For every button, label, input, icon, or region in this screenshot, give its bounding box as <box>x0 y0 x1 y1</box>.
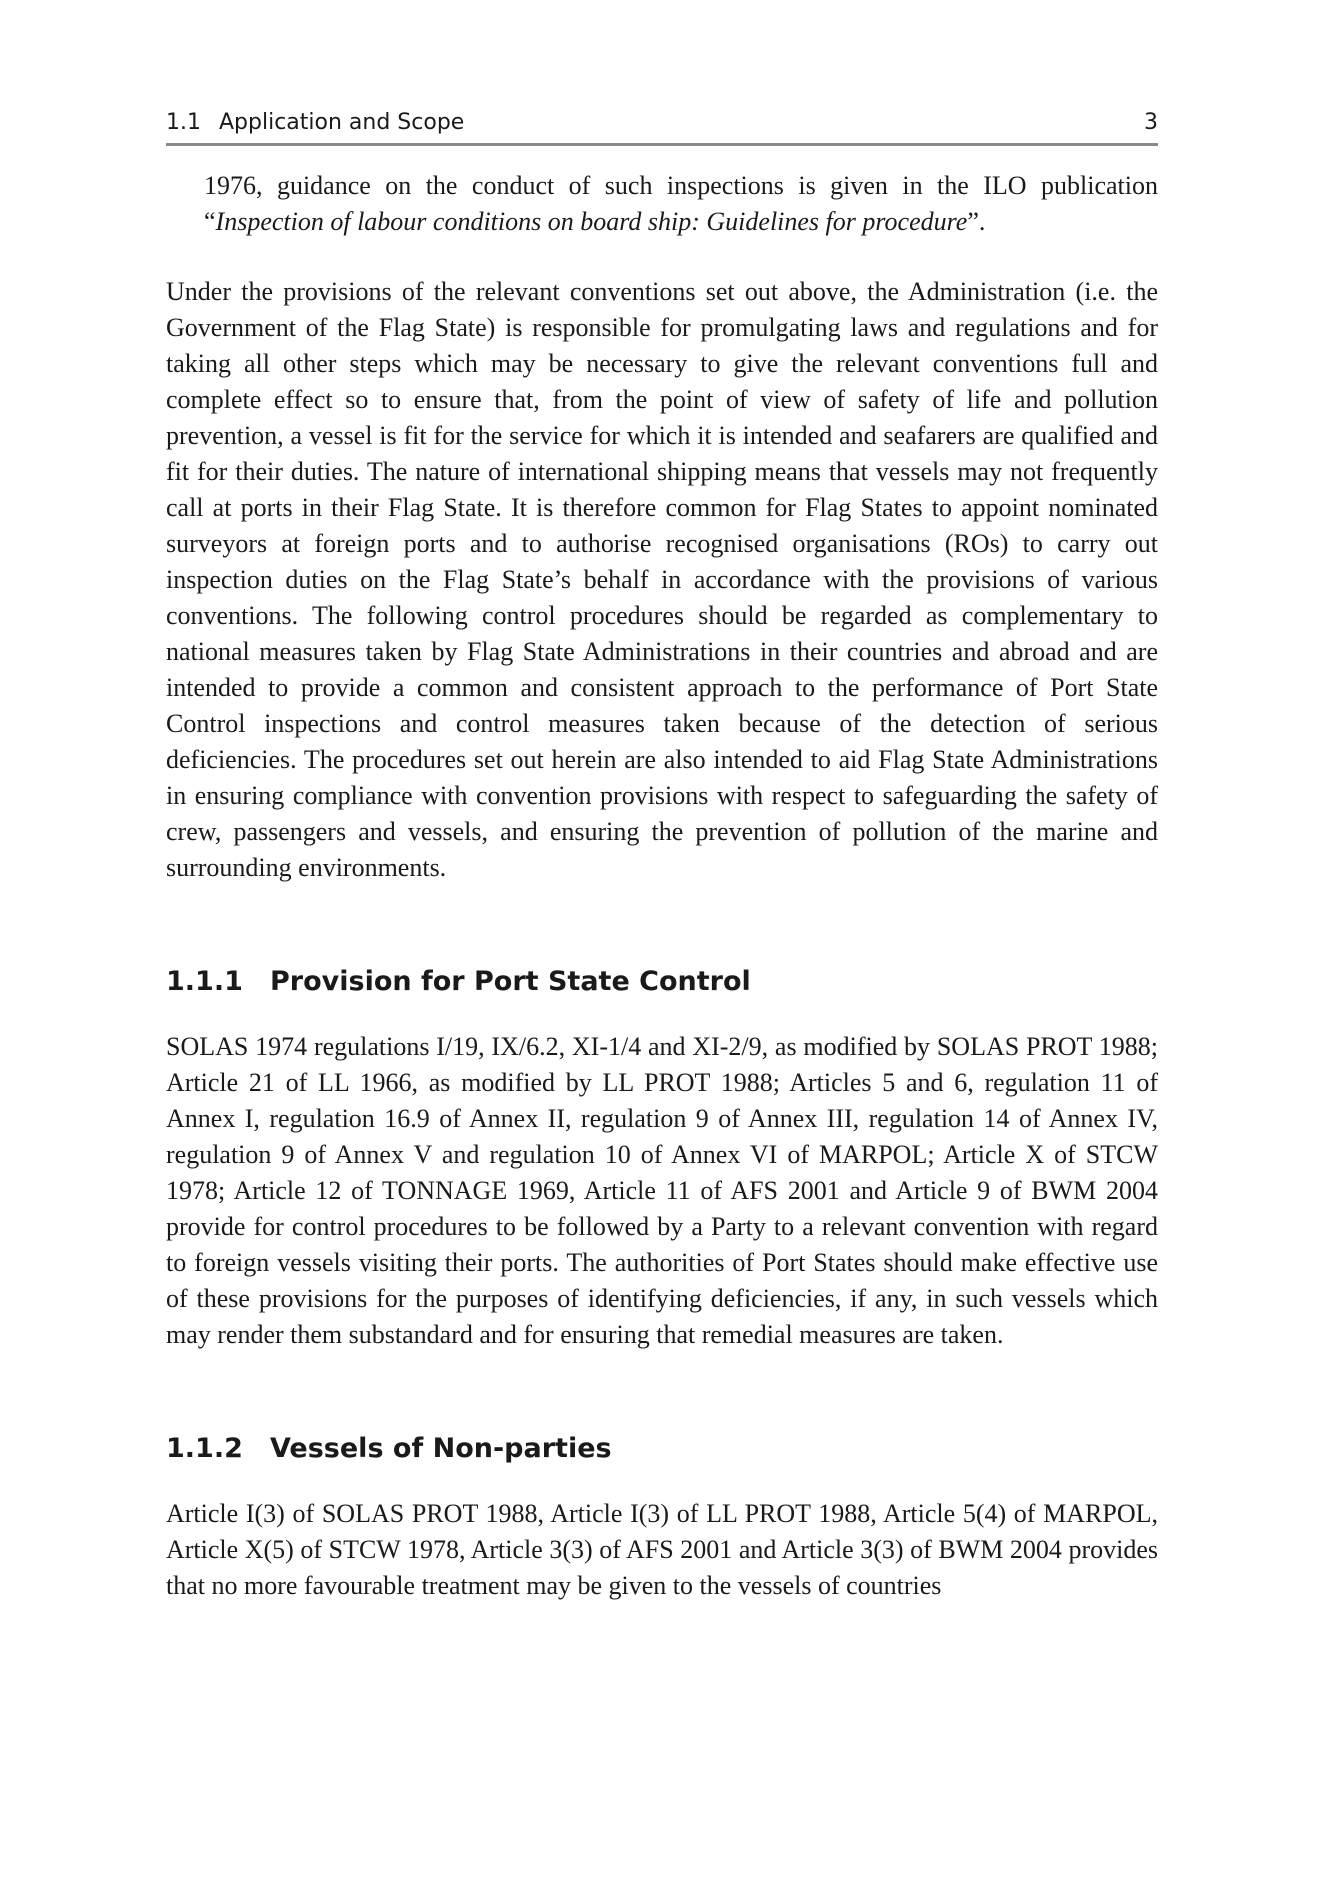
page-number: 3 <box>1144 110 1158 135</box>
section-number: 1.1.2 <box>166 1433 243 1464</box>
continuation-paragraph <box>204 168 1158 240</box>
header-section-title: Application and Scope <box>219 110 465 135</box>
open-quote: “ <box>204 207 216 236</box>
non-parties-paragraph: Article I(3) of SOLAS PROT 1988, Article I(3) of LL PROT 1988, Article 5(4) of MARPOL, Article X(5) of STCW 1978, Article 3(3) of AFS 2001 and Article 3(3) of BWM 2004 provides that no more favourable treatment may be given to the vessels of countries <box>166 1499 1158 1600</box>
provision-paragraph: SOLAS 1974 regulations I/19, IX/6.2, XI-1/4 and XI-2/9, as modified by SOLAS PROT 1988; Article 21 of LL 1966, as modified by LL PROT 1988; Articles 5 and 6, regulation 11 of Annex I, regulation 16.9 of Annex II, regulation 9 of Annex III, regulation 14 of Annex IV, regulation 9 of Annex V and regulation 10 of Annex VI of MARPOL; Article X of STCW 1978; Article 12 of TONNAGE 1969, Article 11 of AFS 2001 and Article 9 of BWM 2004 provide for control procedures to be followed by a Party to a relevant convention with regard to foreign vessels visiting their ports. The authorities of Port States should make effective use of these provisions for the purposes of identifying deficiencies, if any, in such vessels which may render them substandard and for ensuring that remedial measures are taken. <box>166 1032 1158 1349</box>
section-title: Vessels of Non-parties <box>270 1433 612 1464</box>
section-number: 1.1.1 <box>166 966 243 997</box>
close-quote: ”. <box>967 207 986 236</box>
document-page <box>166 110 1158 1604</box>
section-heading-provision <box>166 966 1158 997</box>
header-section <box>166 110 464 135</box>
publication-title: Inspection of labour conditions on board ship: Guidelines for procedure <box>215 207 968 236</box>
header-section-number: 1.1 <box>166 110 201 135</box>
section-title: Provision for Port State Control <box>270 966 751 997</box>
continuation-block <box>204 168 1158 240</box>
section-heading-non-parties <box>166 1433 1158 1464</box>
main-paragraph: Under the provisions of the relevant conventions set out above, the Administration (i.e. the Government of the Flag State) is responsible for promulgating laws and regulations and for taking all other steps which may be necessary to give the relevant conventions full and complete effect so to ensure that, from the point of view of safety of life and pollution prevention, a vessel is fit for the service for which it is intended and seafarers are qualified and fit for their duties. The nature of international shipping means that vessels may not frequently call at ports in their Flag State. It is therefore common for Flag States to appoint nominated surveyors at foreign ports and to authorise recognised organisations (ROs) to carry out inspection duties on the Flag State’s behalf in accordance with the provisions of various conventions. The following control procedures should be regarded as complementary to national measures taken by Flag State Administrations in their countries and abroad and are intended to provide a common and consistent approach to the performance of Port State Control inspections and control measures taken because of the detection of serious deficiencies. The procedures set out herein are also intended to aid Flag State Administrations in ensuring compliance with convention provisions with respect to safeguarding the safety of crew, passengers and vessels, and ensuring the prevention of pollution of the marine and surrounding environments. <box>166 277 1158 882</box>
running-header <box>166 110 1158 146</box>
continuation-text: 1976, guidance on the conduct of such inspections is given in the ILO publication <box>204 171 1158 200</box>
